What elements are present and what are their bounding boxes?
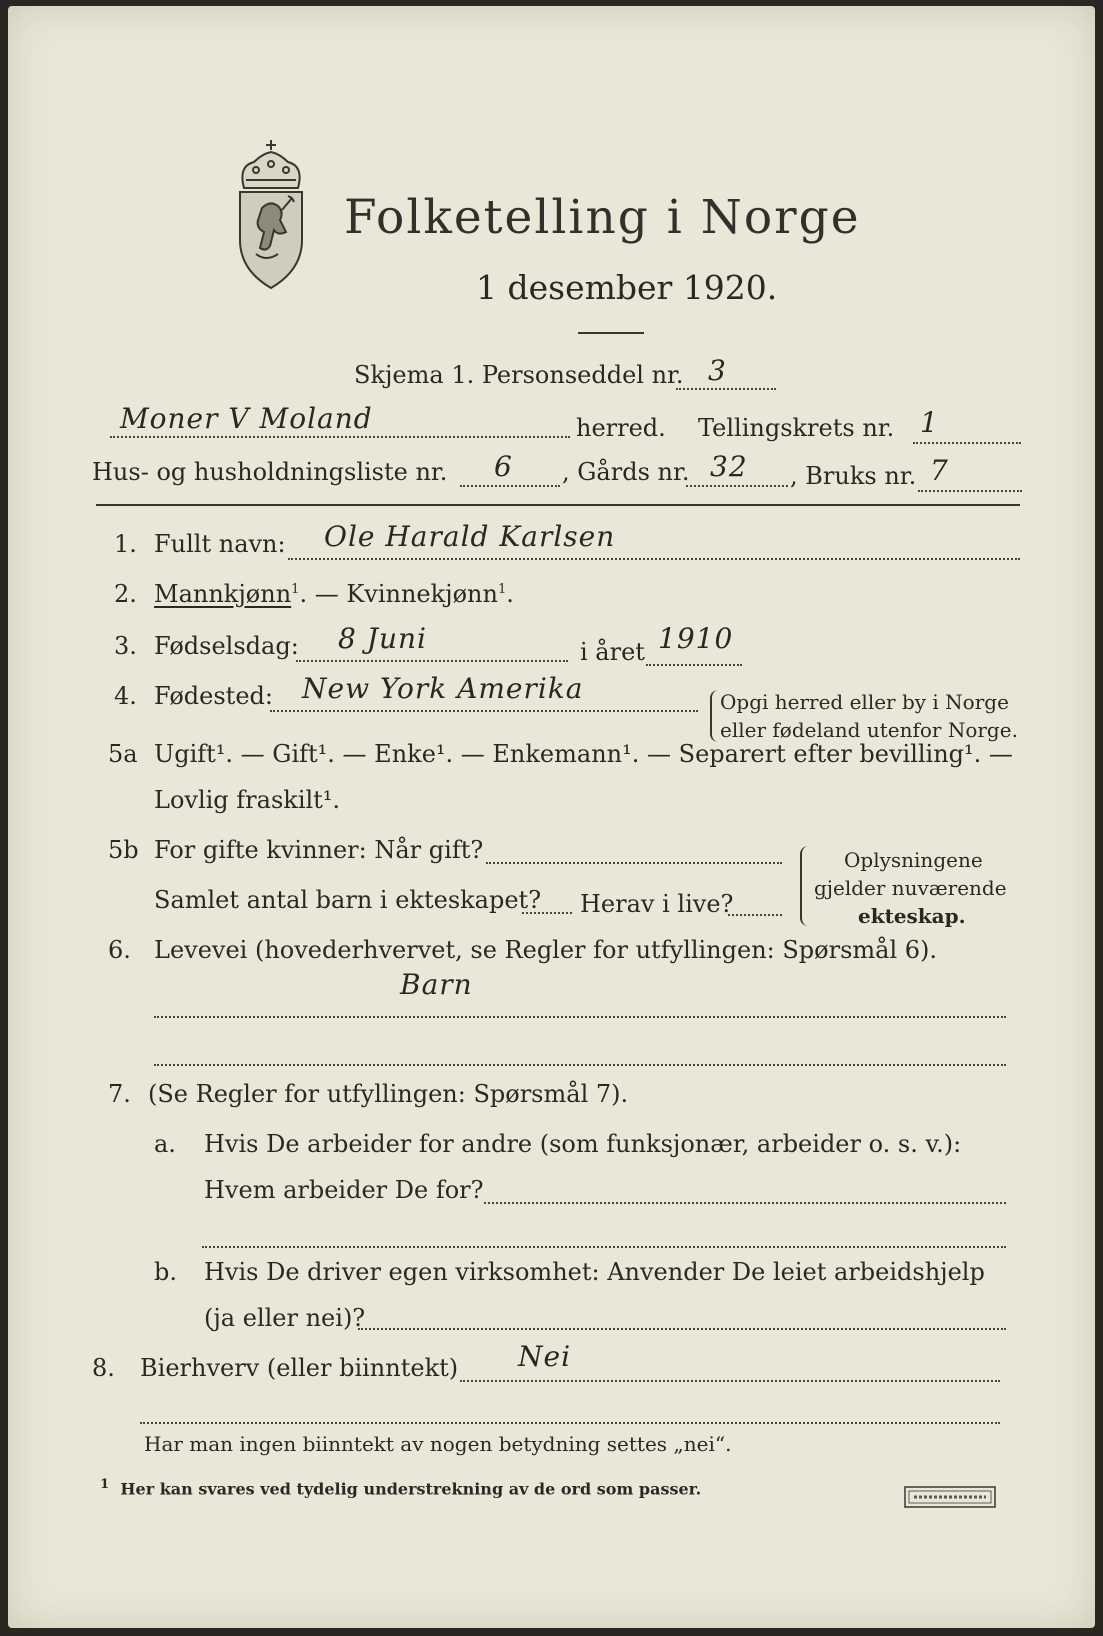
- q5b-note-brace: [800, 846, 810, 926]
- q2-mannkjonn-selected: Mannkjønn: [154, 580, 292, 608]
- q7a-line-2: [202, 1246, 1006, 1248]
- q8-label: Bierhverv (eller biinntekt): [140, 1354, 459, 1382]
- q4-note-brace: [710, 690, 718, 742]
- q4-birthplace-value: New York Amerika: [302, 672, 584, 705]
- tellingskrets-line: [913, 442, 1021, 444]
- title-divider: [578, 332, 644, 334]
- q5a-marital-options: Ugift¹. — Gift¹. — Enke¹. — Enkemann¹. — Separert efter bevilling¹. —: [154, 740, 1013, 768]
- q6-occupation-value: Barn: [400, 968, 473, 1001]
- q6-line-2: [154, 1064, 1006, 1066]
- q5b-line2a: Samlet antal barn i ekteskapet?: [154, 886, 542, 914]
- q8-line-2: [140, 1422, 1000, 1424]
- q5b-live-line: [728, 914, 782, 916]
- gards-value: 32: [710, 450, 748, 483]
- q5b-barn-line: [522, 912, 572, 914]
- q1-line: [288, 558, 1020, 560]
- printer-stamp-icon: [904, 1486, 996, 1508]
- herred-value: Moner V Moland: [120, 402, 373, 435]
- q8-number: 8.: [92, 1354, 115, 1382]
- footnote-text: Her kan svares ved tydelig understrekning av de ord som passer.: [120, 1479, 702, 1499]
- form-title: Folketelling i Norge: [344, 190, 861, 245]
- q8-side-income-value: Nei: [518, 1340, 572, 1373]
- q7b-line2: (ja eller nei)?: [204, 1304, 366, 1332]
- census-form-sheet: [8, 6, 1095, 1628]
- q5b-gift-line: [486, 862, 782, 864]
- footer-note: Har man ingen biinntekt av nogen betydning settes „nei“.: [144, 1432, 732, 1456]
- norwegian-coat-of-arms-icon: [226, 136, 316, 294]
- q3-year-label: i året: [580, 638, 645, 666]
- q5b-line1: For gifte kvinner: Når gift?: [154, 836, 484, 864]
- q2-end: .: [506, 580, 514, 608]
- q7a-line1: Hvis De arbeider for andre (som funksjonær, arbeider o. s. v.):: [204, 1130, 962, 1158]
- q7b-letter: b.: [154, 1258, 177, 1286]
- bruks-line: [918, 490, 1022, 492]
- q6-label: Levevei (hovederhvervet, se Regler for utfyllingen: Spørsmål 6).: [154, 936, 938, 964]
- q3-year-value: 1910: [658, 622, 734, 655]
- q5b-note1: Oplysningene: [844, 848, 983, 872]
- q7-label: (Se Regler for utfyllingen: Spørsmål 7).: [148, 1080, 629, 1108]
- q5b-note3: ekteskap.: [858, 904, 966, 928]
- q7b-line: [358, 1328, 1006, 1330]
- q2-footnote-ref-2: 1: [497, 582, 507, 597]
- husholdningsliste-label: Hus- og husholdningsliste nr.: [92, 458, 448, 486]
- q3-line: [296, 660, 568, 662]
- q3-birthday-value: 8 Juni: [338, 622, 427, 655]
- q6-number: 6.: [108, 936, 131, 964]
- tellingskrets-label: Tellingskrets nr.: [698, 414, 895, 442]
- footnote-mark: 1: [100, 1476, 110, 1492]
- q6-line-1: [154, 1016, 1006, 1018]
- q4-label: Fødested:: [154, 682, 273, 710]
- tellingskrets-value: 1: [920, 406, 939, 439]
- q1-number: 1.: [114, 530, 137, 558]
- q5a-number: 5a: [108, 740, 138, 768]
- q4-number: 4.: [114, 682, 137, 710]
- q3-year-line: [646, 664, 742, 666]
- q2-number: 2.: [114, 580, 137, 608]
- q3-number: 3.: [114, 632, 137, 660]
- q7-number: 7.: [108, 1080, 131, 1108]
- q7b-line1: Hvis De driver egen virksomhet: Anvender De leiet arbeidshjelp: [204, 1258, 985, 1286]
- q5b-note2: gjelder nuværende: [814, 876, 1007, 900]
- footnote: [100, 1476, 701, 1498]
- form-subtitle: 1 desember 1920.: [476, 268, 778, 307]
- q7a-line2: Hvem arbeider De for?: [204, 1176, 484, 1204]
- gards-label: , Gårds nr.: [562, 458, 690, 486]
- q7a-line: [484, 1202, 1006, 1204]
- herred-label: herred.: [576, 414, 666, 442]
- personseddel-line: [676, 388, 776, 390]
- q3-label: Fødselsdag:: [154, 632, 299, 660]
- q5a-fraskilt: Lovlig fraskilt¹.: [154, 786, 341, 814]
- q4-note-line2: eller fødeland utenfor Norge.: [720, 718, 1018, 742]
- q1-label: Fullt navn:: [154, 530, 286, 558]
- q7a-letter: a.: [154, 1130, 176, 1158]
- husholdningsliste-line: [460, 485, 560, 487]
- q4-note-line1: Opgi herred eller by i Norge: [720, 690, 1009, 714]
- header-rule: [96, 504, 1020, 506]
- schema-label: Skjema 1. Personseddel nr.: [354, 361, 684, 389]
- personseddel-value: 3: [708, 354, 727, 387]
- q4-line: [270, 710, 698, 712]
- herred-line: [110, 436, 570, 438]
- q5b-number: 5b: [108, 836, 139, 864]
- q1-full-name-value: Ole Harald Karlsen: [324, 520, 616, 553]
- q2-kvinnekjonn: . — Kvinnekjønn: [299, 580, 498, 608]
- husholdningsliste-value: 6: [494, 450, 513, 483]
- bruks-label: , Bruks nr.: [790, 462, 917, 490]
- q5b-line2b: Herav i live?: [580, 890, 734, 918]
- q2-footnote-ref: 1: [291, 582, 300, 597]
- q8-line: [460, 1380, 1000, 1382]
- q2-sex-options: [154, 580, 514, 608]
- bruks-value: 7: [930, 454, 949, 487]
- gards-line: [686, 485, 788, 487]
